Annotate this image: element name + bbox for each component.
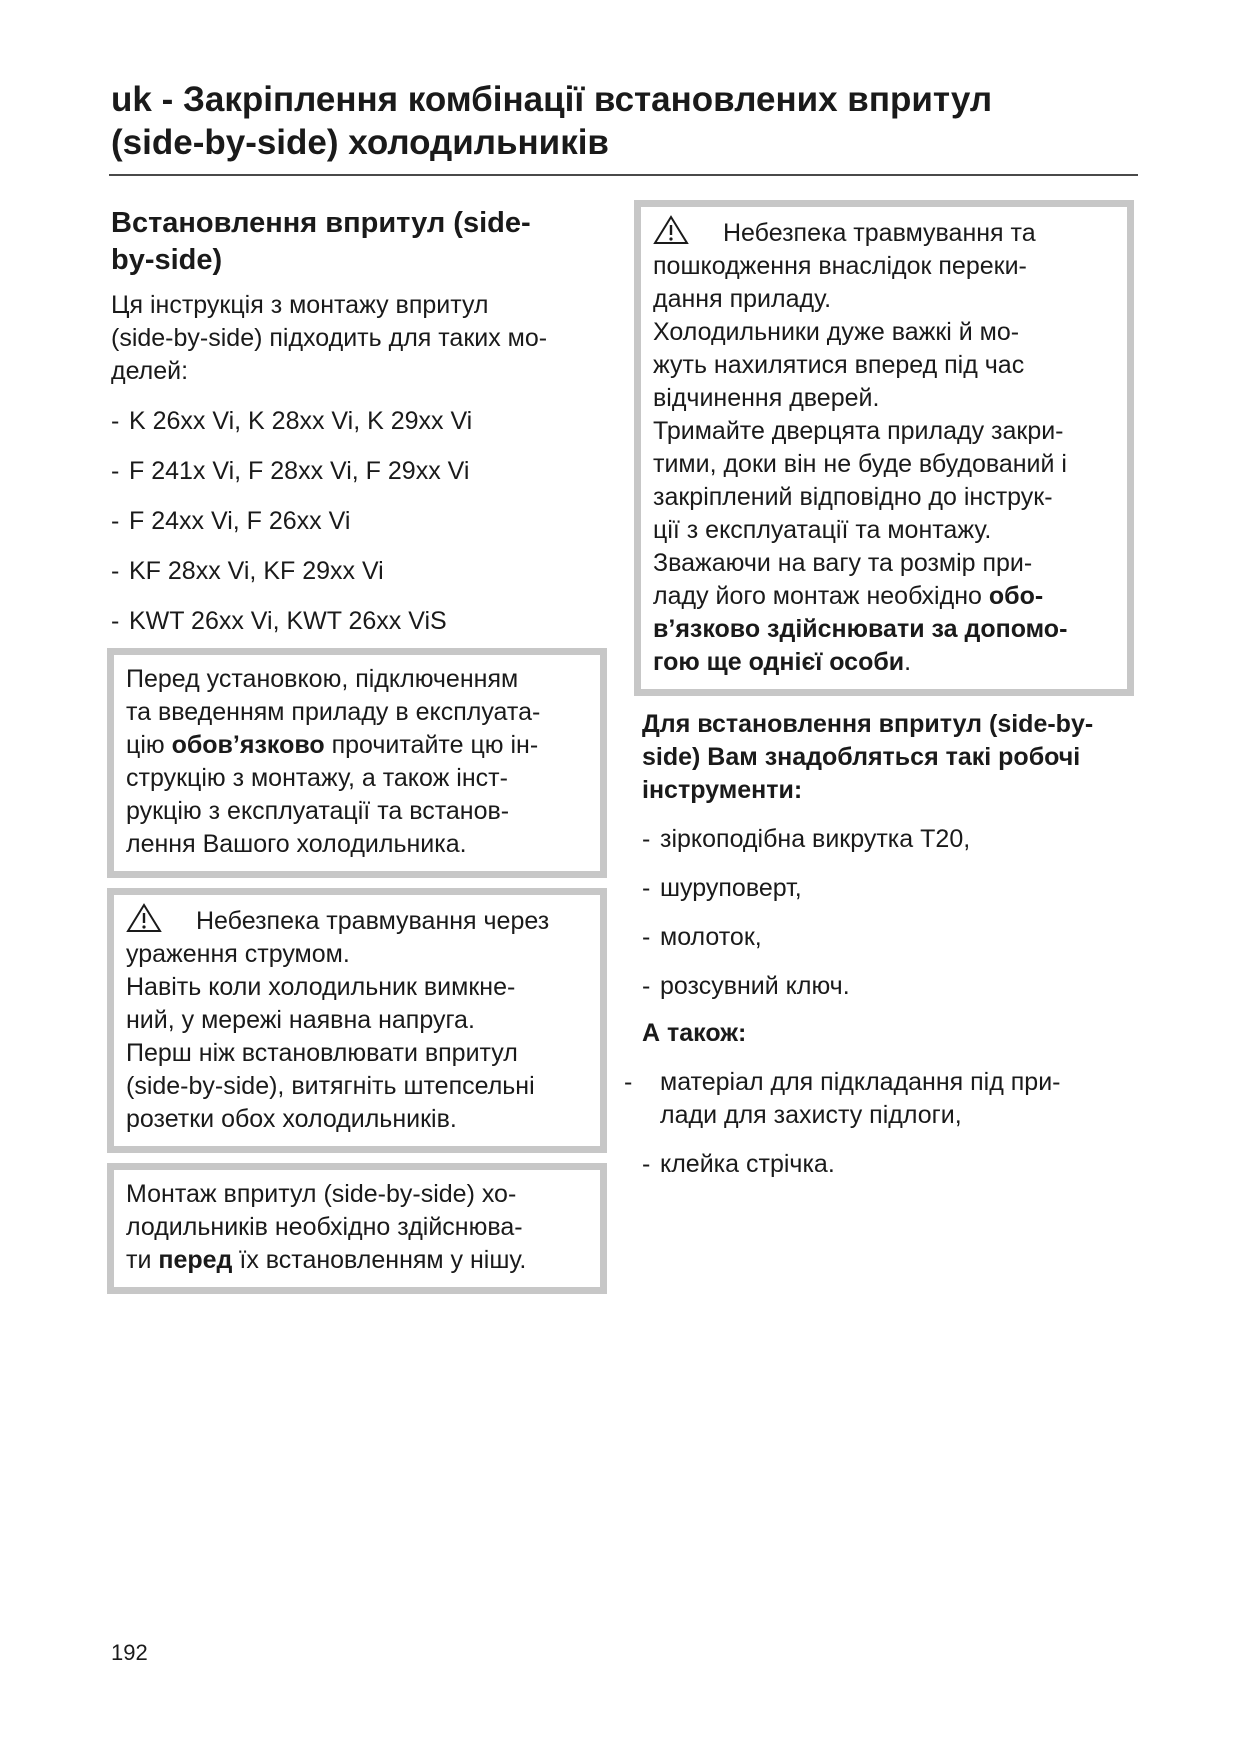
notice-line: рукцію з експлуатації та встанов- bbox=[126, 797, 510, 825]
warning-line: тими, доки він не буде вбудований і bbox=[653, 450, 1067, 478]
warning-emphasis: в’язково здійснювати за допомо- bbox=[653, 615, 1068, 643]
left-column bbox=[111, 205, 611, 1294]
warning-paragraph bbox=[653, 547, 1117, 679]
list-item: - K 26xx Vi, K 28xx Vi, K 29xx Vi bbox=[111, 407, 473, 435]
tool-text: шуруповерт, bbox=[660, 874, 802, 902]
title-rule bbox=[109, 174, 1138, 176]
page-number: 192 bbox=[111, 1640, 148, 1665]
warning-line: закріплений відповідно до інструк- bbox=[653, 483, 1053, 511]
warning-emphasis: гою ще однієї особи bbox=[653, 648, 905, 676]
warning-triangle-icon bbox=[126, 903, 162, 933]
section-heading bbox=[111, 205, 611, 279]
tools-heading-line: інструменти: bbox=[642, 776, 803, 804]
warning-line: пошкодження внаслідок переки- bbox=[653, 252, 1027, 280]
intro-line: Ця інструкція з монтажу впритул bbox=[111, 291, 489, 319]
warning-line: відчинення дверей. bbox=[653, 384, 880, 412]
models-list bbox=[111, 405, 611, 638]
notice-line: лодильників необхідно здійснюва- bbox=[126, 1213, 523, 1241]
warning-headline bbox=[653, 215, 1117, 316]
mounting-before-niche-notice bbox=[107, 1163, 607, 1294]
also-text: матеріал для підкладання під при- bbox=[660, 1068, 1061, 1096]
tool-text: молоток, bbox=[660, 923, 762, 951]
notice-line: ти bbox=[126, 1246, 159, 1274]
right-column bbox=[624, 200, 1142, 1181]
model-text: F 241x Vi, F 28xx Vi, F 29xx Vi bbox=[129, 457, 470, 485]
list-item: - клейка стрічка. bbox=[642, 1150, 835, 1178]
warning-line: розетки обох холодильників. bbox=[126, 1105, 457, 1133]
tools-heading-line: Для встановлення впритул (side-by- bbox=[642, 710, 1094, 738]
warning-paragraph bbox=[653, 415, 1117, 547]
list-item: - KF 28xx Vi, KF 29xx Vi bbox=[111, 557, 384, 585]
also-text: лади для захисту підлоги, bbox=[660, 1101, 962, 1129]
notice-line: струкцію з монтажу, а також інст- bbox=[126, 764, 508, 792]
warning-line: Перш ніж встановлювати впритул bbox=[126, 1039, 518, 1067]
notice-line: лення Вашого холодильника. bbox=[126, 830, 467, 858]
warning-triangle-icon bbox=[653, 215, 689, 245]
section-heading-line1: Встановлення впритул (side- bbox=[111, 207, 531, 239]
warning-paragraph bbox=[653, 316, 1117, 415]
warning-paragraph bbox=[126, 1037, 590, 1136]
tools-heading bbox=[642, 708, 1142, 807]
warning-line: ураження струмом. bbox=[126, 940, 350, 968]
warning-line: ладу його монтаж необхідно bbox=[653, 582, 989, 610]
tool-text: розсувний ключ. bbox=[660, 972, 850, 1000]
read-instructions-notice bbox=[107, 648, 607, 878]
notice-line: прочитайте цю ін- bbox=[324, 731, 539, 759]
warning-headline bbox=[126, 903, 590, 971]
tipping-warning bbox=[634, 200, 1134, 696]
warning-line: Зважаючи на вагу та розмір при- bbox=[653, 549, 1033, 577]
warning-line: Навіть коли холодильник вимкне- bbox=[126, 973, 516, 1001]
tools-list bbox=[642, 823, 1142, 1003]
list-item: - матеріал для підкладання під при- лади для захисту підлоги, bbox=[624, 1068, 1061, 1129]
also-text: клейка стрічка. bbox=[660, 1150, 835, 1178]
tools-heading-line: side) Вам знадобляться такі робочі bbox=[642, 743, 1081, 771]
list-item: - шуруповерт, bbox=[642, 874, 802, 902]
notice-emphasis: обов’язково bbox=[171, 731, 325, 759]
tool-text: зіркоподібна викрутка T20, bbox=[660, 825, 971, 853]
list-item: - KWT 26xx Vi, KWT 26xx ViS bbox=[111, 607, 447, 635]
model-text: K 26xx Vi, K 28xx Vi, K 29xx Vi bbox=[129, 407, 473, 435]
model-text: F 24xx Vi, F 26xx Vi bbox=[129, 507, 351, 535]
warning-line: Небезпека травмування та bbox=[723, 219, 1036, 247]
list-item: - F 24xx Vi, F 26xx Vi bbox=[111, 507, 351, 535]
page-title bbox=[111, 78, 1141, 164]
list-item: - F 241x Vi, F 28xx Vi, F 29xx Vi bbox=[111, 457, 470, 485]
electric-shock-warning bbox=[107, 888, 607, 1153]
also-heading: А також: bbox=[642, 1019, 747, 1047]
list-item: - зіркоподібна викрутка T20, bbox=[642, 825, 971, 853]
warning-line: Небезпека травмування через bbox=[196, 907, 550, 935]
page-title-line2: (side-by-side) холодильників bbox=[111, 123, 609, 162]
notice-line: їх встановленням у нішу. bbox=[232, 1246, 527, 1274]
list-item: - розсувний ключ. bbox=[642, 972, 850, 1000]
warning-line: Тримайте дверцята приладу закри- bbox=[653, 417, 1064, 445]
notice-line: Перед установкою, підключенням bbox=[126, 665, 519, 693]
model-text: KWT 26xx Vi, KWT 26xx ViS bbox=[129, 607, 447, 635]
notice-text bbox=[126, 1178, 590, 1277]
notice-emphasis: перед bbox=[158, 1246, 233, 1274]
notice-line: Монтаж впритул (side-by-side) хо- bbox=[126, 1180, 517, 1208]
intro-line: делей: bbox=[111, 357, 189, 385]
page-title-line1: uk - Закріплення комбінації встановлених впритул bbox=[111, 80, 993, 119]
also-list bbox=[624, 1066, 1142, 1181]
warning-paragraph bbox=[126, 971, 590, 1037]
warning-line: ний, у мережі наявна напруга. bbox=[126, 1006, 475, 1034]
warning-line: жуть нахилятися вперед під час bbox=[653, 351, 1025, 379]
list-item: - молоток, bbox=[642, 923, 762, 951]
notice-line: цію bbox=[126, 731, 172, 759]
warning-line: дання приладу. bbox=[653, 285, 832, 313]
warning-line: (side-by-side), витягніть штепсельні bbox=[126, 1072, 535, 1100]
intro-paragraph bbox=[111, 289, 611, 388]
section-heading-line2: by-side) bbox=[111, 244, 223, 276]
warning-emphasis: обо- bbox=[988, 582, 1044, 610]
model-text: KF 28xx Vi, KF 29xx Vi bbox=[129, 557, 384, 585]
intro-line: (side-by-side) підходить для таких мо- bbox=[111, 324, 548, 352]
notice-line: та введенням приладу в експлуата- bbox=[126, 698, 541, 726]
warning-line: . bbox=[904, 648, 912, 676]
notice-text bbox=[126, 663, 590, 861]
warning-line: ції з експлуатації та монтажу. bbox=[653, 516, 992, 544]
warning-line: Холодильники дуже важкі й мо- bbox=[653, 318, 1020, 346]
